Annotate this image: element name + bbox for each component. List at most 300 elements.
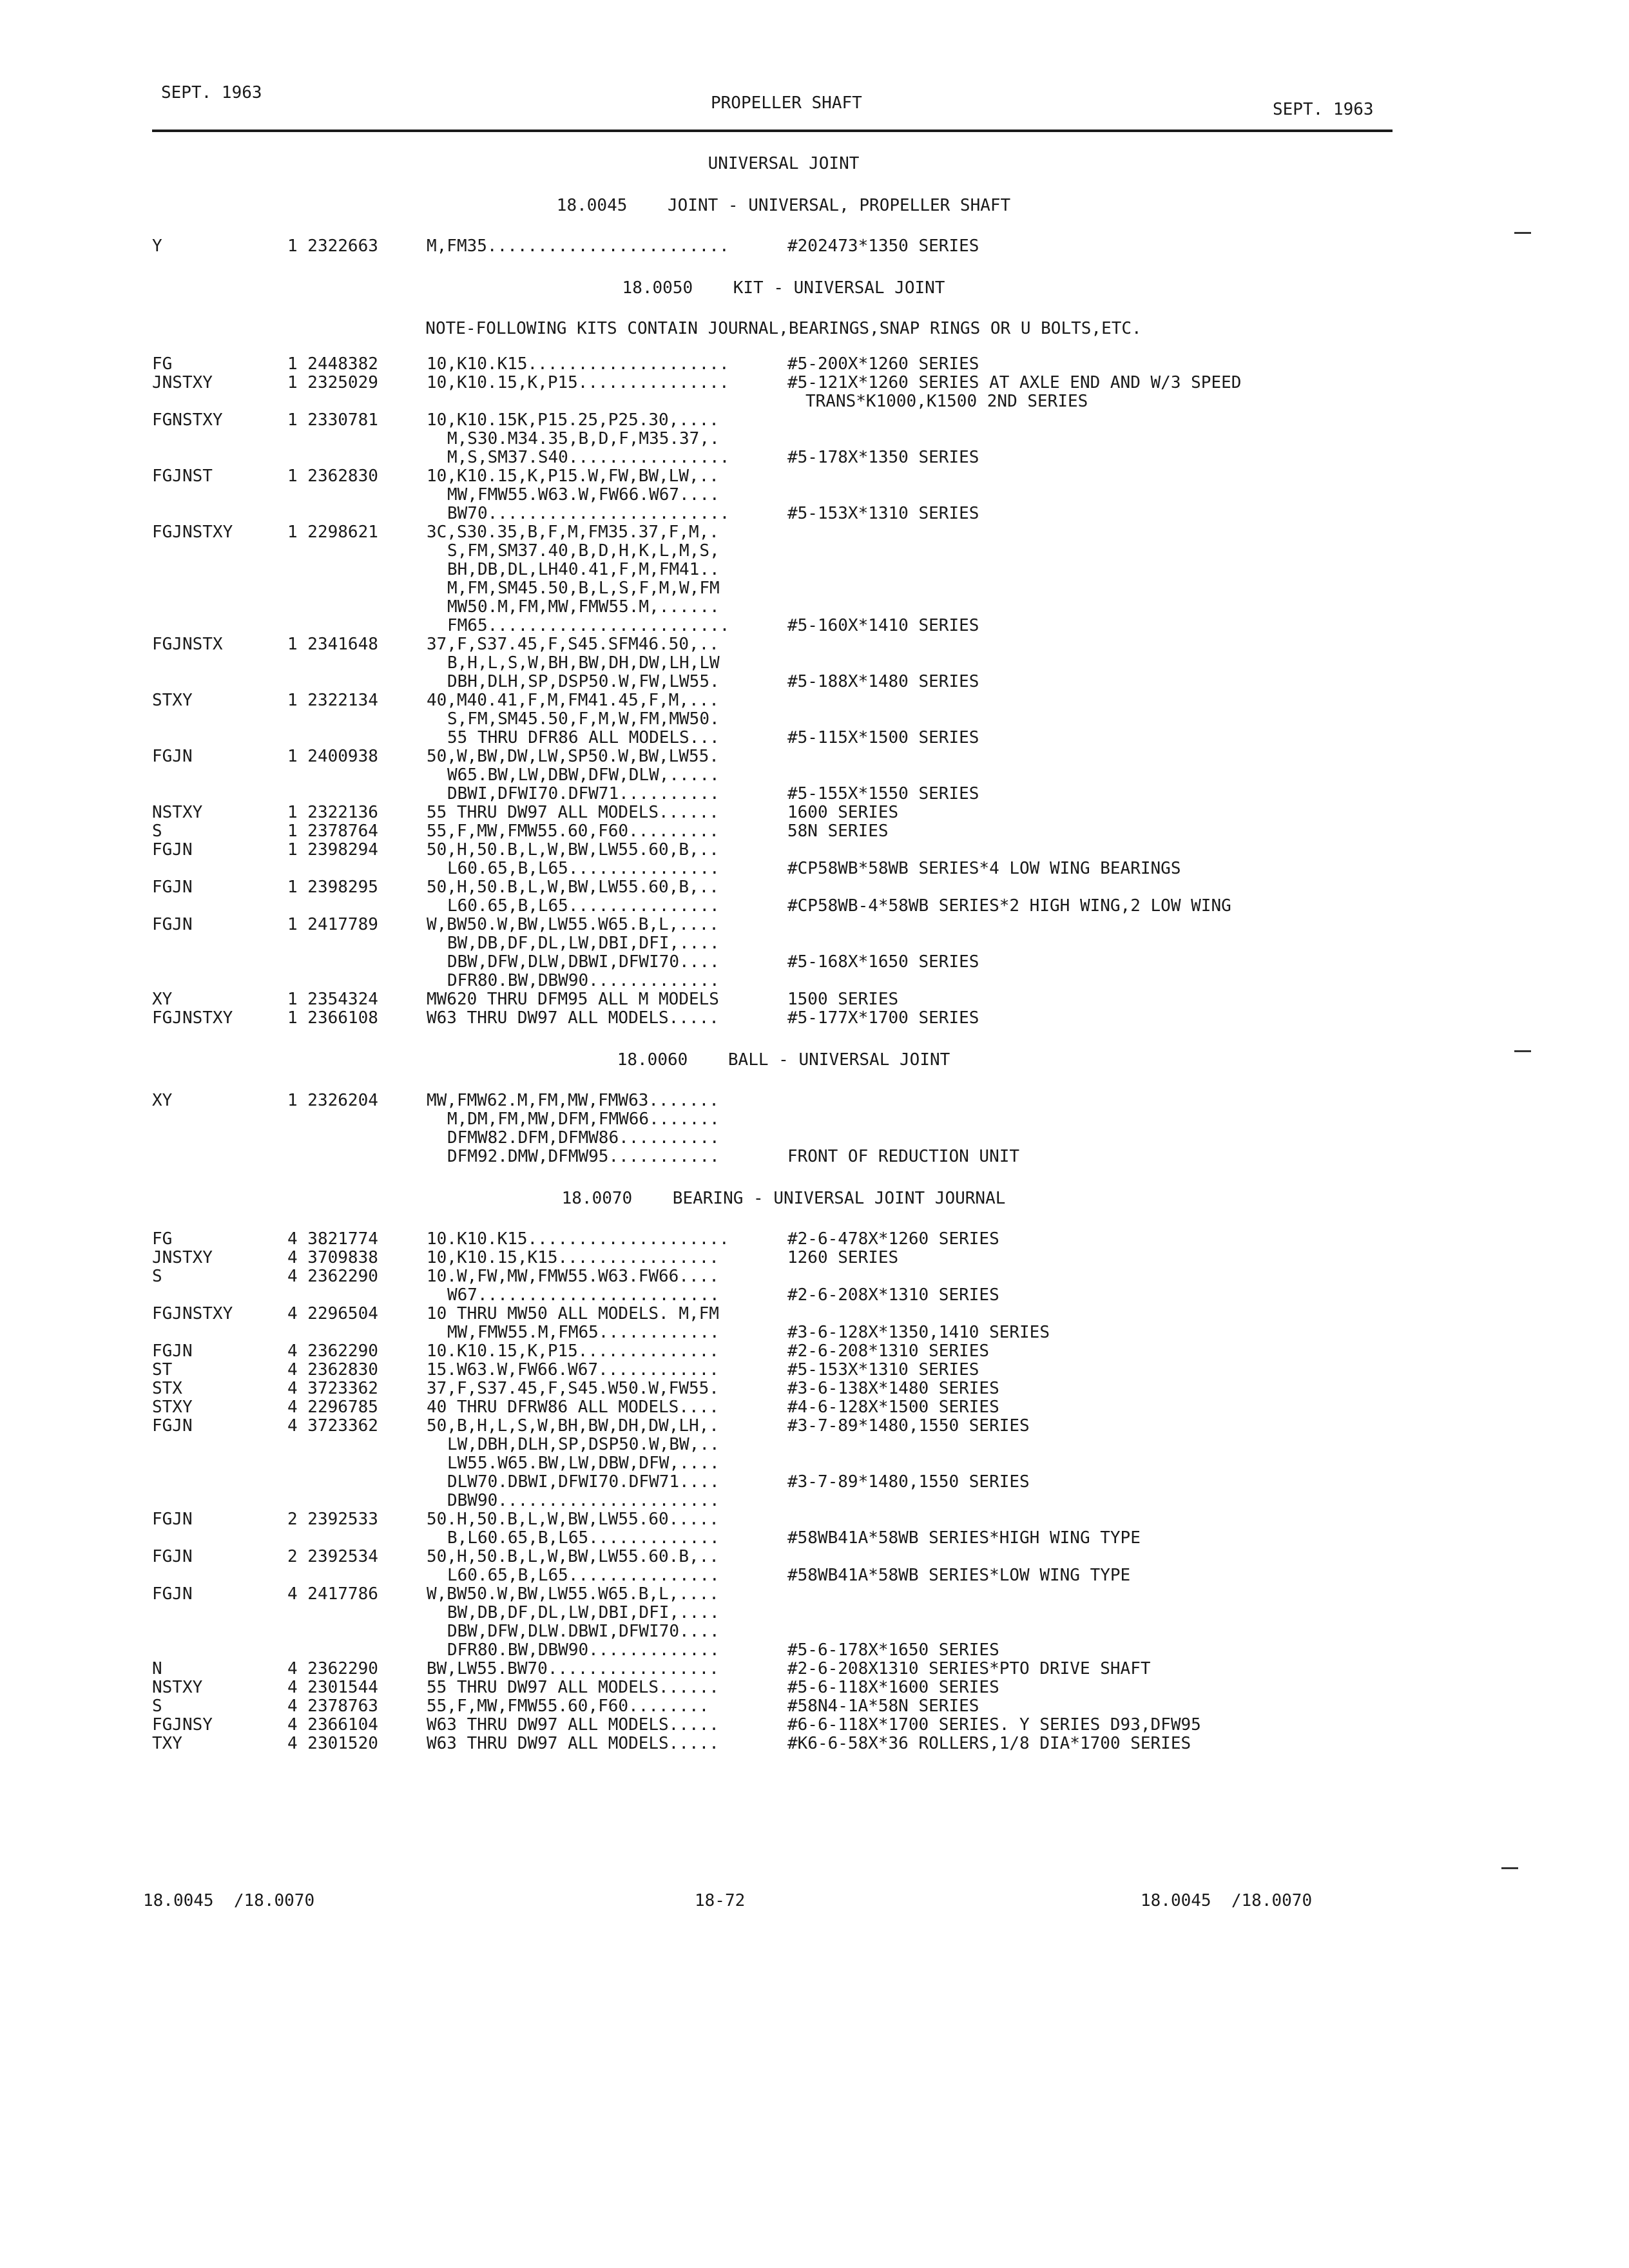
part-entry — [152, 1009, 1415, 1028]
description-line: #5-155X*1550 SERIES — [787, 784, 979, 803]
application-line: W67........................ — [447, 1285, 720, 1305]
model-codes: FGJN — [152, 1584, 193, 1604]
description-line: #CP58WB-4*58WB SERIES*2 HIGH WING,2 LOW WING — [787, 896, 1231, 916]
application-models — [427, 747, 787, 803]
part-description — [787, 1091, 1415, 1166]
description-line: #4-6-128X*1500 SERIES — [787, 1398, 999, 1417]
part-entry — [152, 374, 1415, 411]
part-entry — [152, 1697, 1415, 1716]
application-models — [427, 237, 787, 256]
description-line — [787, 747, 1415, 766]
application-line: W,BW50.W,BW,LW55.W65.B,L,.... — [427, 1584, 719, 1604]
application-line: B,L60.65,B,L65............. — [447, 1528, 720, 1548]
part-description — [787, 878, 1415, 916]
application-line: 55,F,MW,FMW55.60,F60......... — [427, 822, 719, 841]
part-entry — [152, 1716, 1415, 1735]
application-line: 10,K10.15K,P15.25,P25.30,.... — [427, 410, 719, 430]
quantity-part-number: 4 2301520 — [287, 1734, 378, 1753]
part-description — [787, 1660, 1415, 1678]
part-description — [787, 1249, 1415, 1267]
part-entry — [152, 747, 1415, 803]
application-line: 10.K10.15,K,P15.............. — [427, 1341, 719, 1361]
application-line: 50,B,H,L,S,W,BH,BW,DH,DW,LH,. — [427, 1416, 719, 1436]
description-line: #5-168X*1650 SERIES — [787, 952, 979, 972]
quantity-part-number: 1 2448382 — [287, 354, 378, 374]
description-line: #6-6-118X*1700 SERIES. Y SERIES D93,DFW95 — [787, 1715, 1201, 1735]
application-models — [427, 355, 787, 374]
application-line: L60.65,B,L65............... — [447, 859, 720, 878]
application-line: 15.W63.W,FW66.W67............ — [427, 1360, 719, 1379]
part-entry — [152, 237, 1415, 256]
model-codes: FGJNSY — [152, 1715, 213, 1735]
application-line: DFR80.BW,DBW90............. — [447, 1640, 720, 1660]
application-line: S,FM,SM45.50,F,M,W,FM,MW50. — [447, 709, 720, 729]
model-codes: S — [152, 1696, 162, 1716]
model-codes: ST — [152, 1360, 173, 1379]
model-codes: N — [152, 1659, 162, 1678]
quantity-part-number: 1 2298621 — [287, 523, 378, 542]
part-entry — [152, 822, 1415, 841]
part-description — [787, 411, 1415, 467]
part-group — [152, 1051, 1415, 1166]
application-models — [427, 1305, 787, 1342]
model-codes: NSTXY — [152, 1678, 203, 1697]
description-line: #5-153X*1310 SERIES — [787, 504, 979, 523]
description-line: #202473*1350 SERIES — [787, 236, 979, 256]
model-codes: FGJN — [152, 1341, 193, 1361]
model-codes: FGJN — [152, 1510, 193, 1529]
quantity-part-number: 1 2322663 — [287, 236, 378, 256]
application-models — [427, 1716, 787, 1735]
application-line: 10,K10.15,K,P15............... — [427, 373, 729, 392]
model-codes: FGJN — [152, 840, 193, 860]
application-line: MW,FMW62.M,FM,MW,FMW63....... — [427, 1091, 719, 1110]
part-entry — [152, 1091, 1415, 1166]
model-codes: FG — [152, 354, 173, 374]
part-entry — [152, 691, 1415, 747]
group-title: 18.0060 BALL - UNIVERSAL JOINT — [617, 1050, 950, 1070]
part-description — [787, 1379, 1415, 1398]
application-models — [427, 1735, 787, 1753]
application-line: 40,M40.41,F,M,FM41.45,F,M,... — [427, 691, 719, 710]
description-line: FRONT OF REDUCTION UNIT — [787, 1147, 1020, 1166]
description-line — [787, 411, 1415, 430]
description-line — [787, 542, 1415, 561]
description-line: 58N SERIES — [787, 822, 889, 841]
application-models — [427, 822, 787, 841]
part-entry — [152, 1398, 1415, 1417]
part-entry — [152, 1585, 1415, 1660]
application-line: W65.BW,LW,DBW,DFW,DLW,..... — [447, 765, 720, 785]
application-line: M,DM,FM,MW,DFM,FMW66....... — [447, 1110, 720, 1129]
part-entry — [152, 803, 1415, 822]
application-line: DBH,DLH,SP,DSP50.W,FW,LW55. — [447, 672, 720, 691]
model-codes: NSTXY — [152, 803, 203, 822]
application-line: DBW,DFW,DLW.DBWI,DFWI70.... — [447, 1622, 720, 1641]
application-line: 10.W,FW,MW,FMW55.W63.FW66.... — [427, 1267, 719, 1286]
quantity-part-number: 4 3723362 — [287, 1416, 378, 1436]
application-line: DBW90...................... — [447, 1491, 720, 1510]
quantity-part-number: 1 2326204 — [287, 1091, 378, 1110]
application-line: 55 THRU DW97 ALL MODELS...... — [427, 803, 719, 822]
part-entry — [152, 1548, 1415, 1585]
quantity-part-number: 1 2341648 — [287, 635, 378, 654]
application-line: 50,H,50.B,L,W,BW,LW55.60.B,.. — [427, 1547, 719, 1566]
quantity-part-number: 4 2362290 — [287, 1267, 378, 1286]
part-entry — [152, 467, 1415, 523]
quantity-part-number: 4 2366104 — [287, 1715, 378, 1735]
footer-page-number: 18-72 — [695, 1891, 746, 1910]
part-description — [787, 1716, 1415, 1735]
quantity-part-number: 4 2296504 — [287, 1304, 378, 1323]
application-models — [427, 841, 787, 878]
description-line: #K6-6-58X*36 ROLLERS,1/8 DIA*1700 SERIES — [787, 1734, 1191, 1753]
description-line: 1260 SERIES — [787, 1248, 899, 1267]
description-line — [787, 430, 1415, 448]
application-line: 10,K10.15,K,P15.W,FW,BW,LW,.. — [427, 466, 719, 486]
description-line — [787, 523, 1415, 542]
part-entry — [152, 411, 1415, 467]
application-line: M,S30.M34.35,B,D,F,M35.37,. — [447, 429, 720, 448]
description-line: #3-6-128X*1350,1410 SERIES — [787, 1323, 1050, 1342]
application-line: 10 THRU MW50 ALL MODELS. M,FM — [427, 1304, 719, 1323]
description-line — [787, 766, 1415, 785]
application-line: 50,H,50.B,L,W,BW,LW55.60,B,.. — [427, 878, 719, 897]
quantity-part-number: 1 2362830 — [287, 466, 378, 486]
application-models — [427, 1417, 787, 1510]
quantity-part-number: 4 2301544 — [287, 1678, 378, 1697]
description-line — [787, 934, 1415, 953]
description-line — [787, 1436, 1415, 1454]
description-line — [787, 635, 1415, 654]
part-entry — [152, 878, 1415, 916]
application-line: BW70........................ — [447, 504, 730, 523]
quantity-part-number: 1 2398295 — [287, 878, 378, 897]
application-line: DBW,DFW,DLW,DBWI,DFWI70.... — [447, 952, 720, 972]
description-line: #5-153X*1310 SERIES — [787, 1360, 979, 1379]
quantity-part-number: 1 2354324 — [287, 990, 378, 1009]
application-line: 10.K10.K15.................... — [427, 1229, 729, 1249]
description-line — [787, 579, 1415, 598]
application-models — [427, 916, 787, 990]
part-group — [152, 279, 1415, 1028]
part-entry — [152, 1660, 1415, 1678]
description-line — [787, 691, 1415, 710]
part-entry — [152, 1735, 1415, 1753]
model-codes: FGJN — [152, 1547, 193, 1566]
model-codes: FG — [152, 1229, 173, 1249]
description-line: #3-7-89*1480,1550 SERIES — [787, 1472, 1030, 1492]
part-entry — [152, 1230, 1415, 1249]
model-codes: JNSTXY — [152, 373, 213, 392]
description-line: #5-115X*1500 SERIES — [787, 728, 979, 747]
application-line: 37,F,S37.45,F,S45.W50.W,FW55. — [427, 1379, 719, 1398]
application-models — [427, 1342, 787, 1361]
description-line — [787, 1604, 1415, 1622]
model-codes: JNSTXY — [152, 1248, 213, 1267]
description-line: #58WB41A*58WB SERIES*HIGH WING TYPE — [787, 1528, 1141, 1548]
part-description — [787, 1735, 1415, 1753]
part-description — [787, 374, 1415, 411]
application-models — [427, 1548, 787, 1585]
application-line: 10,K10.15,K15................ — [427, 1248, 719, 1267]
quantity-part-number: 4 2362290 — [287, 1659, 378, 1678]
description-line — [787, 841, 1415, 860]
model-codes: FGJN — [152, 1416, 193, 1436]
part-description — [787, 523, 1415, 635]
description-line: 1600 SERIES — [787, 803, 899, 822]
application-models — [427, 1510, 787, 1548]
header-rule — [152, 130, 1393, 132]
description-line: #5-6-118X*1600 SERIES — [787, 1678, 999, 1697]
application-line: W63 THRU DW97 ALL MODELS..... — [427, 1734, 719, 1753]
application-line: BW,DB,DF,DL,LW,DBI,DFI,.... — [447, 934, 720, 953]
header-title: PROPELLER SHAFT — [711, 93, 862, 113]
model-codes: STXY — [152, 1398, 193, 1417]
model-codes: Y — [152, 236, 162, 256]
part-entry — [152, 990, 1415, 1009]
part-description — [787, 1548, 1415, 1585]
model-codes: XY — [152, 990, 173, 1009]
description-line — [787, 1305, 1415, 1323]
application-line: L60.65,B,L65............... — [447, 1566, 720, 1585]
description-line: 1500 SERIES — [787, 990, 899, 1009]
part-entry — [152, 1249, 1415, 1267]
description-line: #3-6-138X*1480 SERIES — [787, 1379, 999, 1398]
application-line: W63 THRU DW97 ALL MODELS..... — [427, 1715, 719, 1735]
application-line: BW,DB,DF,DL,LW,DBI,DFI,.... — [447, 1603, 720, 1622]
description-line: #5-177X*1700 SERIES — [787, 1008, 979, 1028]
model-codes: STX — [152, 1379, 182, 1398]
part-description — [787, 1697, 1415, 1716]
application-line: S,FM,SM37.40,B,D,H,K,L,M,S, — [447, 541, 720, 561]
model-codes: FGNSTXY — [152, 410, 223, 430]
description-line: #58N4-1A*58N SERIES — [787, 1696, 979, 1716]
group-title: 18.0070 BEARING - UNIVERSAL JOINT JOURNAL — [561, 1189, 1006, 1208]
part-description — [787, 1678, 1415, 1697]
model-codes: FGJNST — [152, 466, 213, 486]
description-line: #3-7-89*1480,1550 SERIES — [787, 1416, 1030, 1436]
margin-mark — [1501, 1867, 1518, 1869]
part-description — [787, 747, 1415, 803]
part-entry — [152, 916, 1415, 990]
description-line — [787, 1510, 1415, 1529]
description-line — [787, 654, 1415, 673]
application-models — [427, 1697, 787, 1716]
quantity-part-number: 4 2362830 — [287, 1360, 378, 1379]
header-date-left: SEPT. 1963 — [161, 83, 262, 102]
part-description — [787, 1585, 1415, 1660]
application-models — [427, 1009, 787, 1028]
part-entry — [152, 1510, 1415, 1548]
application-line: DLW70.DBWI,DFWI70.DFW71.... — [447, 1472, 720, 1492]
quantity-part-number: 1 2322134 — [287, 691, 378, 710]
application-models — [427, 411, 787, 467]
margin-mark — [1514, 1050, 1531, 1052]
quantity-part-number: 2 2392534 — [287, 1547, 378, 1566]
application-line: 10,K10.K15.................... — [427, 354, 729, 374]
application-models — [427, 803, 787, 822]
application-models — [427, 467, 787, 523]
description-line — [787, 1622, 1415, 1641]
application-line: M,FM,SM45.50,B,L,S,F,M,W,FM — [447, 579, 720, 598]
description-line — [787, 1110, 1415, 1129]
application-line: 37,F,S37.45,F,S45.SFM46.50,.. — [427, 635, 719, 654]
application-models — [427, 1379, 787, 1398]
quantity-part-number: 4 2296785 — [287, 1398, 378, 1417]
application-line: DFMW82.DFM,DFMW86.......... — [447, 1128, 720, 1148]
quantity-part-number: 1 2400938 — [287, 747, 378, 766]
quantity-part-number: 1 2417789 — [287, 915, 378, 934]
application-line: 55 THRU DW97 ALL MODELS...... — [427, 1678, 719, 1697]
model-codes: FGJNSTXY — [152, 1304, 233, 1323]
description-line — [787, 561, 1415, 579]
description-line: #5-188X*1480 SERIES — [787, 672, 979, 691]
application-line: 55,F,MW,FMW55.60,F60........ — [427, 1696, 709, 1716]
quantity-part-number: 4 2417786 — [287, 1584, 378, 1604]
quantity-part-number: 4 3723362 — [287, 1379, 378, 1398]
quantity-part-number: 4 3709838 — [287, 1248, 378, 1267]
model-codes: FGJNSTXY — [152, 523, 233, 542]
application-models — [427, 1678, 787, 1697]
description-line: #2-6-478X*1260 SERIES — [787, 1229, 999, 1249]
application-line: W,BW50.W,BW,LW55.W65.B,L,.... — [427, 915, 719, 934]
footer-index-right: 18.0045 /18.0070 — [1141, 1891, 1313, 1910]
model-codes: S — [152, 1267, 162, 1286]
description-line — [787, 972, 1415, 990]
application-line: 50.H,50.B,L,W,BW,LW55.60..... — [427, 1510, 719, 1529]
quantity-part-number: 1 2322136 — [287, 803, 378, 822]
description-line — [787, 598, 1415, 617]
part-description — [787, 841, 1415, 878]
application-models — [427, 635, 787, 691]
part-description — [787, 1417, 1415, 1510]
application-line: DBWI,DFWI70.DFW71.......... — [447, 784, 720, 803]
part-entry — [152, 523, 1415, 635]
description-line — [787, 878, 1415, 897]
footer-index-left: 18.0045 /18.0070 — [143, 1891, 315, 1910]
parts-list — [152, 155, 1415, 1753]
margin-mark — [1514, 232, 1531, 234]
part-description — [787, 691, 1415, 747]
application-line: MW50.M,FM,MW,FMW55.M,...... — [447, 597, 720, 617]
part-description — [787, 1267, 1415, 1305]
part-description — [787, 1230, 1415, 1249]
model-codes: FGJNSTX — [152, 635, 223, 654]
application-models — [427, 878, 787, 916]
quantity-part-number: 4 3821774 — [287, 1229, 378, 1249]
part-entry — [152, 355, 1415, 374]
description-line — [787, 486, 1415, 505]
application-line: 55 THRU DFR86 ALL MODELS... — [447, 728, 720, 747]
part-description — [787, 237, 1415, 256]
quantity-part-number: 1 2398294 — [287, 840, 378, 860]
part-description — [787, 916, 1415, 990]
model-codes: TXY — [152, 1734, 182, 1753]
application-line: BW,LW55.BW70................. — [427, 1659, 719, 1678]
application-models — [427, 990, 787, 1009]
description-line — [787, 1548, 1415, 1566]
part-entry — [152, 1678, 1415, 1697]
application-models — [427, 1267, 787, 1305]
application-line: W63 THRU DW97 ALL MODELS..... — [427, 1008, 719, 1028]
group-list — [152, 197, 1415, 1753]
description-line: #5-160X*1410 SERIES — [787, 616, 979, 635]
model-codes: XY — [152, 1091, 173, 1110]
part-entry — [152, 1361, 1415, 1379]
group-title: 18.0050 KIT - UNIVERSAL JOINT — [622, 278, 945, 298]
description-line: #58WB41A*58WB SERIES*LOW WING TYPE — [787, 1566, 1131, 1585]
description-line: #5-178X*1350 SERIES — [787, 448, 979, 467]
model-codes: FGJNSTXY — [152, 1008, 233, 1028]
application-line: BH,DB,DL,LH40.41,F,M,FM41.. — [447, 560, 720, 579]
application-line: MW,FMW55.W63.W,FW66.W67.... — [447, 485, 720, 505]
application-models — [427, 1660, 787, 1678]
part-description — [787, 1398, 1415, 1417]
description-line: #2-6-208X1310 SERIES*PTO DRIVE SHAFT — [787, 1659, 1151, 1678]
application-models — [427, 691, 787, 747]
model-codes: FGJN — [152, 878, 193, 897]
part-description — [787, 1361, 1415, 1379]
application-models — [427, 374, 787, 411]
part-group — [152, 197, 1415, 256]
application-models — [427, 523, 787, 635]
part-entry — [152, 1305, 1415, 1342]
quantity-part-number: 4 2362290 — [287, 1341, 378, 1361]
application-line: M,FM35........................ — [427, 236, 729, 256]
description-line — [787, 1267, 1415, 1286]
application-models — [427, 1249, 787, 1267]
application-line: DFM92.DMW,DFMW95........... — [447, 1147, 720, 1166]
description-line — [787, 1585, 1415, 1604]
part-description — [787, 990, 1415, 1009]
quantity-part-number: 1 2325029 — [287, 373, 378, 392]
application-models — [427, 1361, 787, 1379]
application-line: LW,DBH,DLH,SP,DSP50.W,BW,.. — [447, 1435, 720, 1454]
application-models — [427, 1091, 787, 1166]
description-line — [787, 916, 1415, 934]
description-line — [787, 1492, 1415, 1510]
application-line: DFR80.BW,DBW90............. — [447, 971, 720, 990]
part-description — [787, 1009, 1415, 1028]
description-line — [787, 710, 1415, 729]
part-entry — [152, 1342, 1415, 1361]
application-line: L60.65,B,L65............... — [447, 896, 720, 916]
description-line: #5-200X*1260 SERIES — [787, 354, 979, 374]
model-codes: STXY — [152, 691, 193, 710]
description-line: #2-6-208X*1310 SERIES — [787, 1285, 999, 1305]
application-models — [427, 1230, 787, 1249]
quantity-part-number: 1 2330781 — [287, 410, 378, 430]
application-line: 50,H,50.B,L,W,BW,LW55.60,B,.. — [427, 840, 719, 860]
quantity-part-number: 1 2378764 — [287, 822, 378, 841]
application-line: B,H,L,S,W,BH,BW,DH,DW,LH,LW — [447, 653, 720, 673]
application-models — [427, 1398, 787, 1417]
part-entry — [152, 1417, 1415, 1510]
header-date-right: SEPT. 1963 — [1273, 100, 1374, 119]
part-entry — [152, 841, 1415, 878]
application-line: 3C,S30.35,B,F,M,FM35.37,F,M,. — [427, 523, 719, 542]
application-line: FM65........................ — [447, 616, 730, 635]
description-line: #5-6-178X*1650 SERIES — [787, 1640, 999, 1660]
application-line: M,S,SM37.S40................ — [447, 448, 730, 467]
part-entry — [152, 1379, 1415, 1398]
description-line: TRANS*K1000,K1500 2ND SERIES — [805, 392, 1088, 411]
quantity-part-number: 1 2366108 — [287, 1008, 378, 1028]
part-group — [152, 1189, 1415, 1753]
quantity-part-number: 2 2392533 — [287, 1510, 378, 1529]
model-codes: FGJN — [152, 915, 193, 934]
